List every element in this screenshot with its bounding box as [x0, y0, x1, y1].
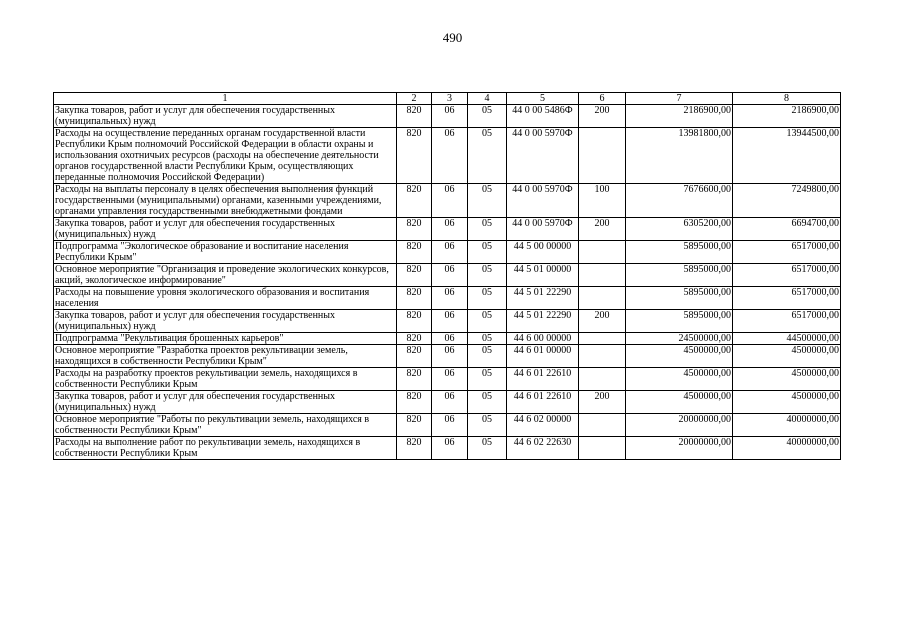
amount-year1-cell: 4500000,00	[626, 391, 733, 414]
amount-year2-cell: 40000000,00	[733, 437, 841, 460]
amount-year1-cell: 2186900,00	[626, 105, 733, 128]
subsection-code-cell: 05	[468, 414, 507, 437]
section-code-cell: 06	[432, 437, 468, 460]
target-article-cell: 44 5 01 00000	[507, 264, 579, 287]
target-article-cell: 44 6 01 22610	[507, 391, 579, 414]
amount-year1-cell: 5895000,00	[626, 264, 733, 287]
expense-type-cell	[579, 437, 626, 460]
table-row	[54, 414, 841, 437]
amount-year1-cell: 20000000,00	[626, 414, 733, 437]
target-article-cell: 44 0 00 5970Ф	[507, 128, 579, 184]
ministry-code-cell: 820	[397, 368, 432, 391]
table-row	[54, 437, 841, 460]
section-code-cell: 06	[432, 333, 468, 345]
row-name-cell: Подпрограмма "Рекультивация брошенных карьеров"	[54, 333, 397, 345]
section-code-cell: 06	[432, 105, 468, 128]
target-article-cell: 44 5 01 22290	[507, 287, 579, 310]
ministry-code-cell: 820	[397, 264, 432, 287]
row-name-cell: Закупка товаров, работ и услуг для обеспечения государственных (муниципальных) нужд	[54, 105, 397, 128]
header-cell: 7	[626, 93, 733, 105]
ministry-code-cell: 820	[397, 391, 432, 414]
ministry-code-cell: 820	[397, 345, 432, 368]
target-article-cell: 44 0 00 5970Ф	[507, 184, 579, 218]
expense-type-cell	[579, 333, 626, 345]
ministry-code-cell: 820	[397, 310, 432, 333]
amount-year2-cell: 4500000,00	[733, 391, 841, 414]
table-body	[54, 105, 841, 460]
row-name-cell: Подпрограмма "Экологическое образование и воспитание населения Республики Крым"	[54, 241, 397, 264]
subsection-code-cell: 05	[468, 287, 507, 310]
row-name-cell: Расходы на разработку проектов рекультивации земель, находящихся в собственности Республики Крым	[54, 368, 397, 391]
page-number: 490	[442, 30, 463, 45]
subsection-code-cell: 05	[468, 184, 507, 218]
expense-type-cell: 100	[579, 184, 626, 218]
table-header-row	[54, 93, 841, 105]
target-article-cell: 44 5 00 00000	[507, 241, 579, 264]
expense-type-cell: 200	[579, 391, 626, 414]
amount-year2-cell: 6517000,00	[733, 287, 841, 310]
target-article-cell: 44 5 01 22290	[507, 310, 579, 333]
subsection-code-cell: 05	[468, 368, 507, 391]
section-code-cell: 06	[432, 310, 468, 333]
section-code-cell: 06	[432, 345, 468, 368]
expense-type-cell: 200	[579, 218, 626, 241]
table-row	[54, 333, 841, 345]
header-cell: 6	[579, 93, 626, 105]
expense-type-cell	[579, 264, 626, 287]
amount-year1-cell: 7676600,00	[626, 184, 733, 218]
target-article-cell: 44 0 00 5486Ф	[507, 105, 579, 128]
amount-year2-cell: 4500000,00	[733, 368, 841, 391]
table-row	[54, 218, 841, 241]
target-article-cell: 44 6 02 00000	[507, 414, 579, 437]
table-row	[54, 345, 841, 368]
amount-year1-cell: 5895000,00	[626, 241, 733, 264]
subsection-code-cell: 05	[468, 264, 507, 287]
amount-year1-cell: 5895000,00	[626, 287, 733, 310]
section-code-cell: 06	[432, 128, 468, 184]
table-row	[54, 287, 841, 310]
ministry-code-cell: 820	[397, 105, 432, 128]
ministry-code-cell: 820	[397, 218, 432, 241]
ministry-code-cell: 820	[397, 241, 432, 264]
row-name-cell: Расходы на выполнение работ по рекультивации земель, находящихся в собственности Республики Крым	[54, 437, 397, 460]
amount-year2-cell: 40000000,00	[733, 414, 841, 437]
header-cell: 4	[468, 93, 507, 105]
amount-year2-cell: 4500000,00	[733, 345, 841, 368]
table-row	[54, 128, 841, 184]
subsection-code-cell: 05	[468, 105, 507, 128]
amount-year2-cell: 6517000,00	[733, 264, 841, 287]
section-code-cell: 06	[432, 218, 468, 241]
header-cell: 8	[733, 93, 841, 105]
table-row	[54, 264, 841, 287]
amount-year1-cell: 20000000,00	[626, 437, 733, 460]
table-row	[54, 310, 841, 333]
amount-year1-cell: 4500000,00	[626, 368, 733, 391]
row-name-cell: Основное мероприятие "Разработка проектов рекультивации земель, находящихся в собственности Республики Крым"	[54, 345, 397, 368]
row-name-cell: Основное мероприятие "Организация и проведение экологических конкурсов, акций, экологическое информирование"	[54, 264, 397, 287]
section-code-cell: 06	[432, 241, 468, 264]
expense-type-cell	[579, 287, 626, 310]
row-name-cell: Закупка товаров, работ и услуг для обеспечения государственных (муниципальных) нужд	[54, 310, 397, 333]
budget-table	[53, 92, 841, 460]
amount-year1-cell: 4500000,00	[626, 345, 733, 368]
row-name-cell: Закупка товаров, работ и услуг для обеспечения государственных (муниципальных) нужд	[54, 218, 397, 241]
target-article-cell: 44 6 00 00000	[507, 333, 579, 345]
table-row	[54, 105, 841, 128]
amount-year1-cell: 6305200,00	[626, 218, 733, 241]
ministry-code-cell: 820	[397, 287, 432, 310]
target-article-cell: 44 0 00 5970Ф	[507, 218, 579, 241]
row-name-cell: Расходы на выплаты персоналу в целях обеспечения выполнения функций государственными (муниципальными) органами, казенными учреждениями, органами управления государственными внебюджетными фондами	[54, 184, 397, 218]
subsection-code-cell: 05	[468, 310, 507, 333]
expense-type-cell	[579, 345, 626, 368]
amount-year2-cell: 13944500,00	[733, 128, 841, 184]
table-row	[54, 184, 841, 218]
ministry-code-cell: 820	[397, 414, 432, 437]
subsection-code-cell: 05	[468, 241, 507, 264]
ministry-code-cell: 820	[397, 128, 432, 184]
amount-year2-cell: 6517000,00	[733, 241, 841, 264]
header-cell: 2	[397, 93, 432, 105]
target-article-cell: 44 6 01 22610	[507, 368, 579, 391]
table-row	[54, 391, 841, 414]
expense-type-cell	[579, 414, 626, 437]
subsection-code-cell: 05	[468, 345, 507, 368]
table-row	[54, 241, 841, 264]
amount-year2-cell: 44500000,00	[733, 333, 841, 345]
ministry-code-cell: 820	[397, 333, 432, 345]
amount-year1-cell: 24500000,00	[626, 333, 733, 345]
target-article-cell: 44 6 01 00000	[507, 345, 579, 368]
section-code-cell: 06	[432, 414, 468, 437]
header-cell: 3	[432, 93, 468, 105]
amount-year2-cell: 6694700,00	[733, 218, 841, 241]
amount-year2-cell: 2186900,00	[733, 105, 841, 128]
section-code-cell: 06	[432, 287, 468, 310]
section-code-cell: 06	[432, 391, 468, 414]
row-name-cell: Основное мероприятие "Работы по рекультивации земель, находящихся в собственности Республики Крым"	[54, 414, 397, 437]
row-name-cell: Расходы на повышение уровня экологического образования и воспитания населения	[54, 287, 397, 310]
header-cell: 1	[54, 93, 397, 105]
section-code-cell: 06	[432, 264, 468, 287]
header-cell: 5	[507, 93, 579, 105]
subsection-code-cell: 05	[468, 218, 507, 241]
amount-year1-cell: 13981800,00	[626, 128, 733, 184]
target-article-cell: 44 6 02 22630	[507, 437, 579, 460]
expense-type-cell	[579, 368, 626, 391]
section-code-cell: 06	[432, 368, 468, 391]
ministry-code-cell: 820	[397, 184, 432, 218]
amount-year1-cell: 5895000,00	[626, 310, 733, 333]
expense-type-cell: 200	[579, 105, 626, 128]
subsection-code-cell: 05	[468, 437, 507, 460]
amount-year2-cell: 6517000,00	[733, 310, 841, 333]
row-name-cell: Закупка товаров, работ и услуг для обеспечения государственных (муниципальных) нужд	[54, 391, 397, 414]
expense-type-cell	[579, 128, 626, 184]
amount-year2-cell: 7249800,00	[733, 184, 841, 218]
section-code-cell: 06	[432, 184, 468, 218]
ministry-code-cell: 820	[397, 437, 432, 460]
expense-type-cell	[579, 241, 626, 264]
expense-type-cell: 200	[579, 310, 626, 333]
row-name-cell: Расходы на осуществление переданных органам государственной власти Республики Крым полномочий Российской Федерации в области охраны и использования охотничьих ресурсов (расходы на обеспечение деятельности органов государственной власти Республики Крым, осуществляющих переданные полномочия Российской Федерации)	[54, 128, 397, 184]
subsection-code-cell: 05	[468, 128, 507, 184]
subsection-code-cell: 05	[468, 333, 507, 345]
table-row	[54, 368, 841, 391]
subsection-code-cell: 05	[468, 391, 507, 414]
